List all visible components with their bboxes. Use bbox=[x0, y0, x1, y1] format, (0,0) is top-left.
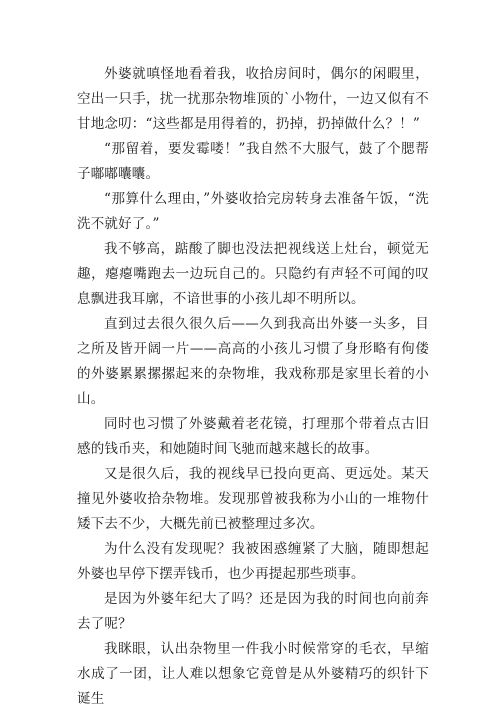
paragraph-3: “那算什么理由，”外婆收拾完房转身去准备午饭，“洗洗不就好了。” bbox=[77, 191, 429, 232]
paragraph-2: “那留着，要发霉喽！”我自然不大服气，鼓了个腮帮子嘟嘟囔囔。 bbox=[77, 141, 429, 182]
body-text bbox=[77, 62, 429, 712]
paragraph-8: 为什么没有发现呢？我被困惑缠紧了大脑，随即想起外婆也早停下摆弄钱币，也少再提起那些琐事。 bbox=[77, 541, 429, 582]
paragraph-10: 我眯眼，认出杂物里一件我小时候常穿的毛衣，早缩水成了一团，让人难以想象它竟曾是从外婆精巧的织针下诞生 bbox=[77, 641, 429, 707]
paragraph-9: 是因为外婆年纪大了吗？还是因为我的时间也向前奔去了呢？ bbox=[77, 591, 429, 632]
paragraph-1: 外婆就嗔怪地看着我，收拾房间时，偶尔的闲暇里，空出一只手，扰一扰那杂物堆顶的`小物什，一边又似有不甘地念叨：“这些都是用得着的，扔掉，扔掉做什么？！” bbox=[77, 66, 429, 132]
paragraph-5: 直到过去很久很久后——久到我高出外婆一头多，目之所及皆开阔一片——高高的小孩儿习惯了身形略有佝偻的外婆累累摞摞起来的杂物堆，我戏称那是家里长着的小山。 bbox=[77, 316, 429, 407]
paragraph-7: 又是很久后，我的视线早已投向更高、更远处。某天撞见外婆收拾杂物堆。发现那曾被我称为小山的一堆物什矮下去不少，大概先前已被整理过多次。 bbox=[77, 466, 429, 532]
paragraph-4: 我不够高，踮酸了脚也没法把视线送上灶台，顿觉无趣，瘪瘪嘴跑去一边玩自己的。只隐约有声轻不可闻的叹息飘进我耳廓，不谙世事的小孩儿却不明所以。 bbox=[77, 241, 429, 307]
paragraph-6: 同时也习惯了外婆戴着老花镜，打理那个带着点古旧感的钱币夹，和她随时间飞驰而越来越长的故事。 bbox=[77, 416, 429, 457]
